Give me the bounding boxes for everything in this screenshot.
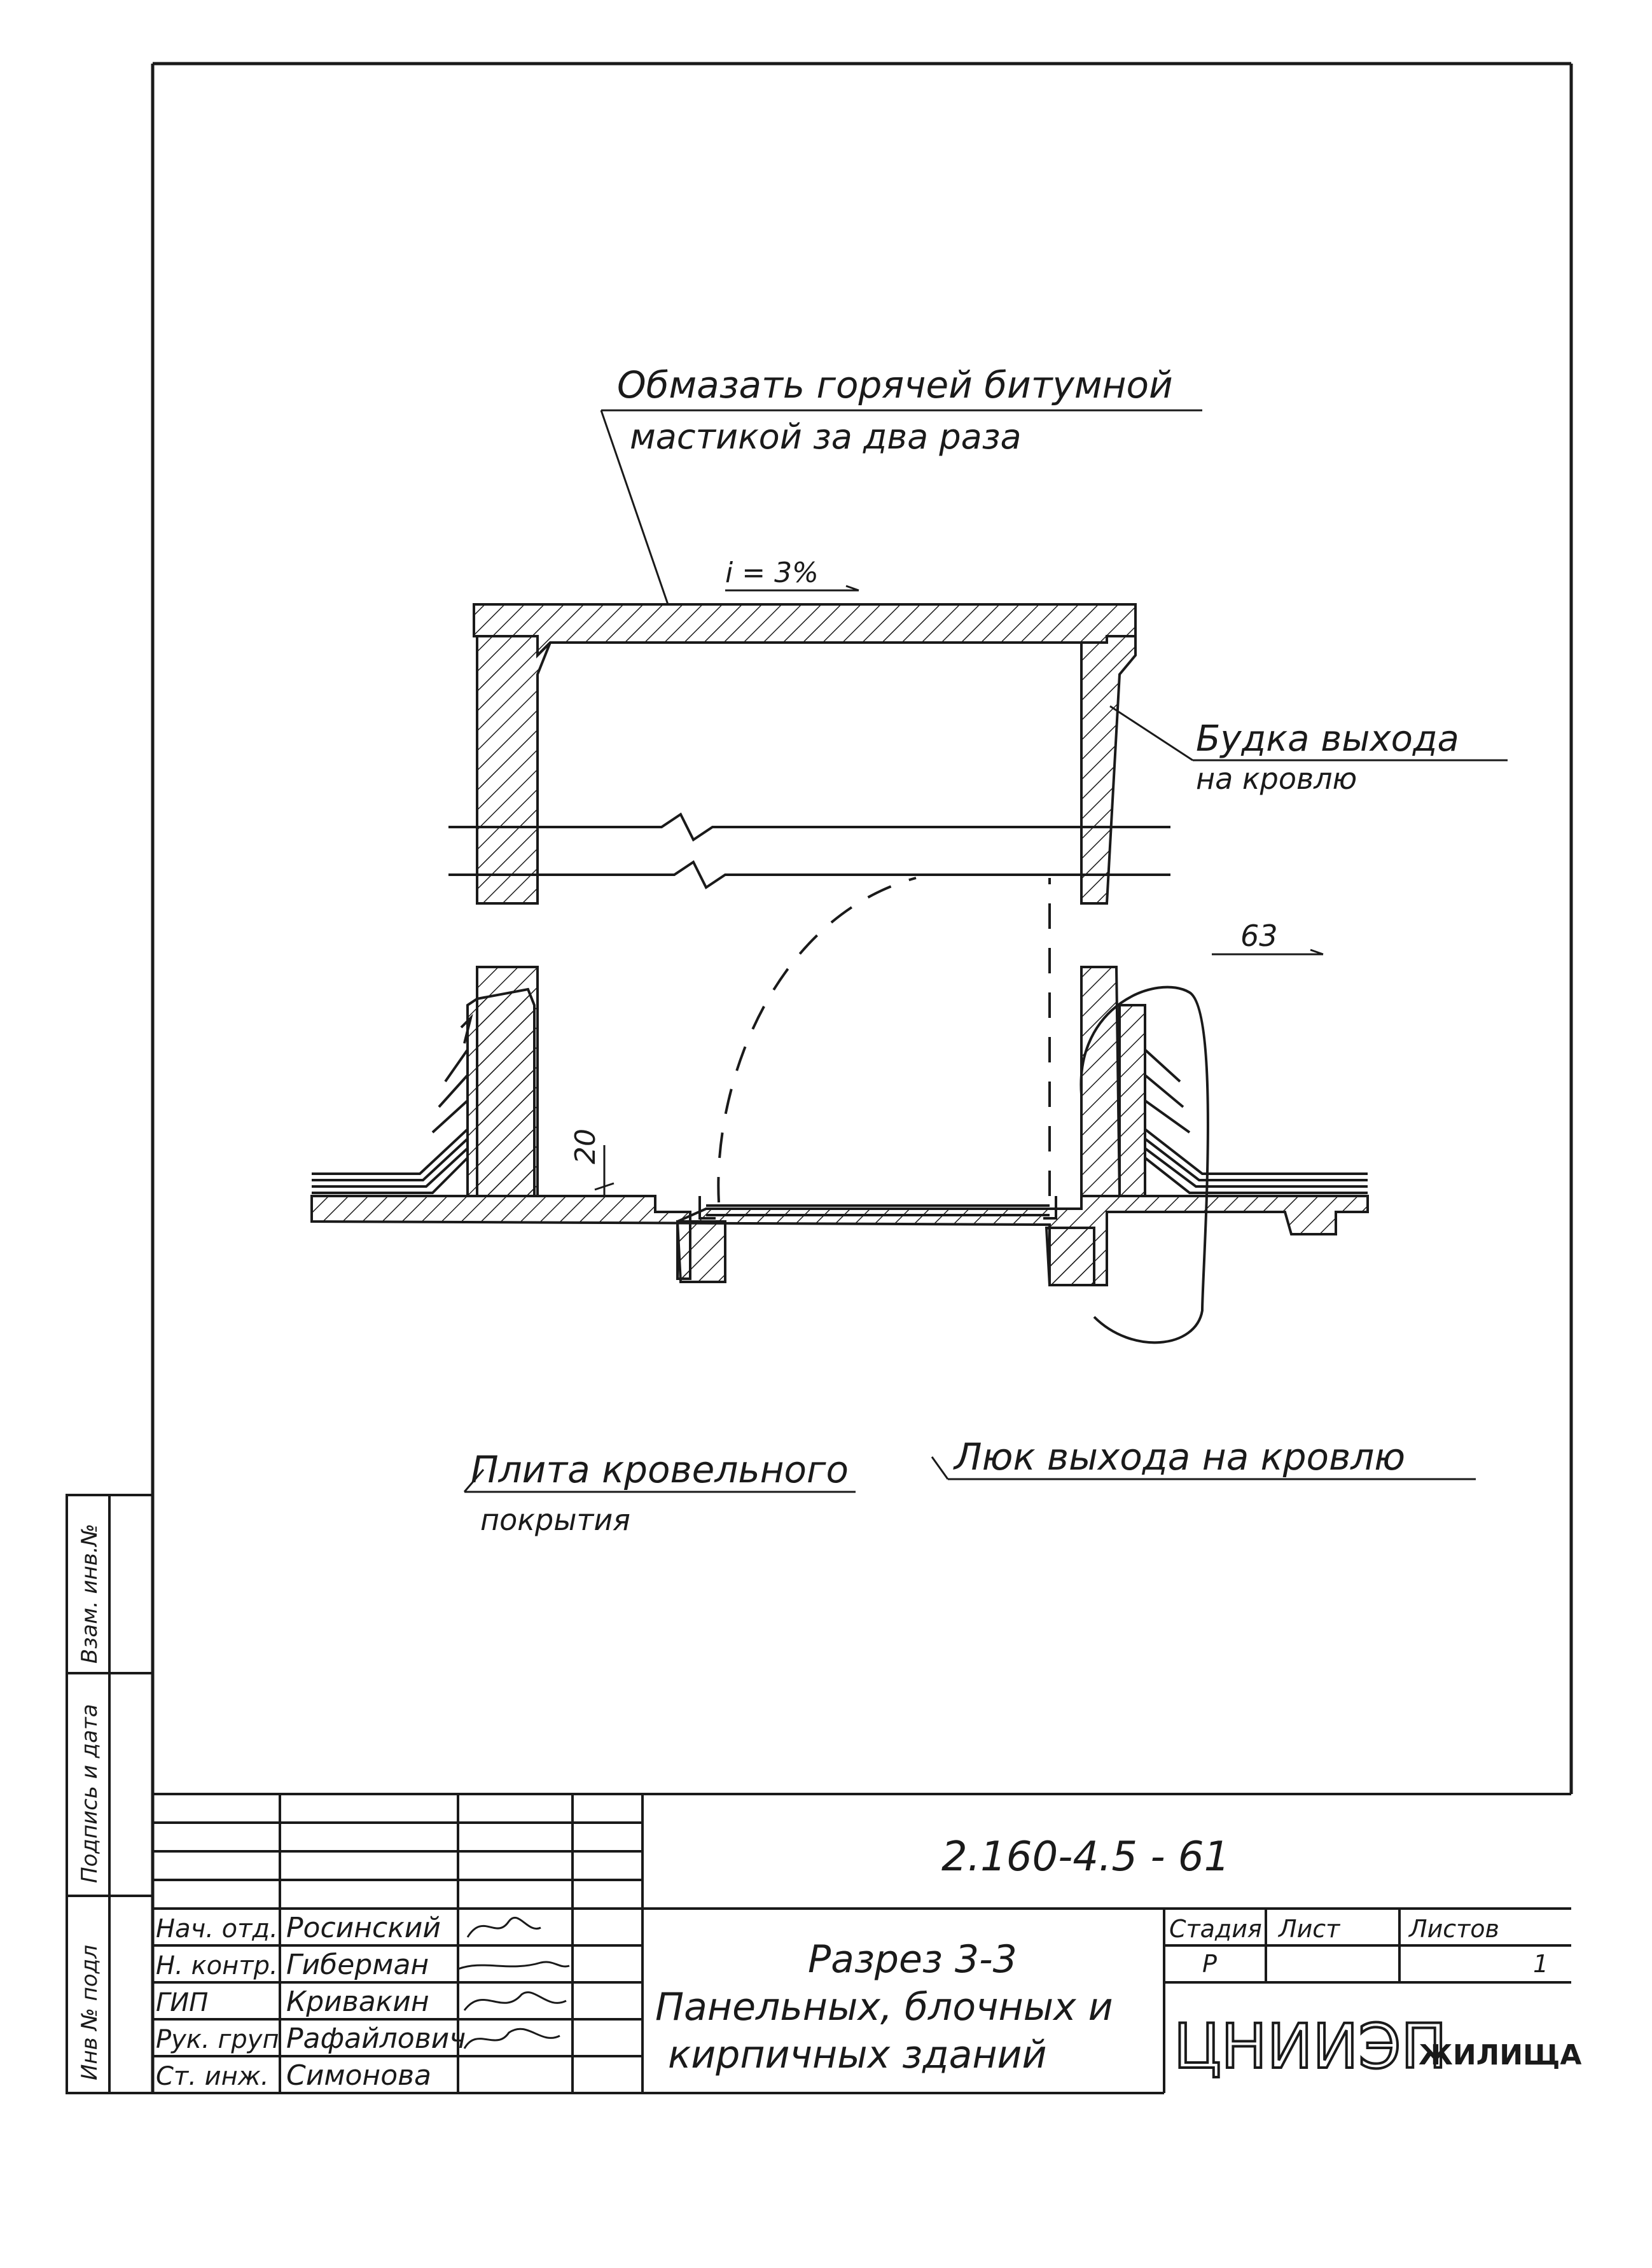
signature-2 (458, 1962, 569, 1969)
note-mastic-line2: мастикой за два раза (630, 417, 1022, 457)
booth-left-wall (477, 636, 550, 903)
name-4: Рафайлович (286, 2022, 466, 2055)
sheets-value: 1 (1533, 1950, 1549, 1978)
signature-3 (464, 1993, 566, 2010)
roof-covering-slab (312, 1196, 1368, 1285)
break-lines (448, 814, 1170, 887)
stage-label: Стадия (1169, 1915, 1262, 1943)
booth-roof-slab (474, 604, 1135, 655)
name-5: Симонова (286, 2059, 432, 2092)
note-mastic-line1: Обмазать горячей битумной (617, 363, 1173, 407)
side-stamp-vzam-inv: Взам. инв.№ (77, 1523, 102, 1664)
org-name: ЖИЛИЩА (1419, 2039, 1582, 2071)
signature-1 (468, 1917, 541, 1937)
org-logo: ЦНИИЭП (1174, 2011, 1447, 2082)
role-2: Н. контр. (156, 1951, 278, 1980)
hatch-swing-arc (718, 878, 1050, 1202)
title-line1: Разрез 3-3 (808, 1937, 1017, 1982)
note-slab-line1: Плита кровельного (471, 1448, 849, 1491)
note-booth-line2: на кровлю (1196, 762, 1357, 796)
role-4: Рук. груп (156, 2025, 279, 2054)
note-booth-line1: Будка выхода (1196, 718, 1459, 760)
role-1: Нач. отд. (156, 1914, 278, 1944)
booth-right-wall-lower (1081, 967, 1120, 1196)
sheets-label: Листов (1409, 1915, 1499, 1943)
section-mark-63: 63 (1240, 919, 1278, 953)
sheet-label: Лист (1279, 1915, 1340, 1943)
side-stamp-podpis-data: Подпись и дата (77, 1704, 102, 1883)
role-3: ГИП (156, 1988, 209, 2017)
name-2: Гиберман (286, 1949, 429, 1981)
booth-right-wall (1081, 636, 1135, 903)
leader-lines (464, 410, 1508, 1492)
signature-4 (464, 2029, 560, 2049)
roofing-layers-right (1145, 1043, 1368, 1193)
note-hatch: Люк выхода на кровлю (954, 1435, 1406, 1478)
note-slope: i = 3% (725, 557, 819, 589)
stage-value: Р (1202, 1950, 1217, 1978)
slab-rib-right (1046, 1228, 1094, 1285)
slab-rib-left (677, 1221, 725, 1282)
doc-code: 2.160-4.5 - 61 (941, 1833, 1230, 1881)
side-stamp-inv-podl: Инв № подл (77, 1945, 102, 2080)
section-drawing (312, 410, 1508, 1492)
dim-20-label: 20 (569, 1129, 602, 1164)
name-1: Росинский (286, 1912, 441, 1944)
hatch-cover (700, 1196, 1056, 1218)
role-5: Ст. инж. (156, 2062, 269, 2091)
right-curb-block (1120, 1005, 1145, 1196)
title-line2: Панельных, блочных и (655, 1985, 1113, 2029)
title-line3: кирпичных зданий (668, 2033, 1047, 2077)
name-3: Кривакин (286, 1986, 429, 2018)
left-curb-block (468, 989, 534, 1196)
note-slab-line2: покрытия (480, 1503, 630, 1537)
roofing-layers-left (312, 1018, 471, 1193)
